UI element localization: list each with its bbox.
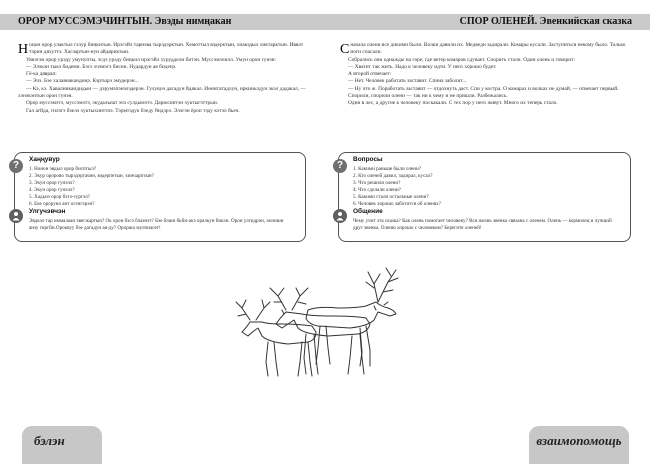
question-mark-icon: ? <box>333 159 347 173</box>
right-task-title: Общение <box>353 208 383 215</box>
right-questions-box <box>338 152 631 242</box>
right-paragraph: Одни в лес, а другие к человеку поскакали. С тех пор у него живут. Много их теперь стало. <box>348 100 558 107</box>
list-item: 6. Человек хорошо заботится об оленях? <box>353 200 441 207</box>
left-paragraph: оңон орор улактыл гэлур биңкитын. Ирэгэйл тарнэва тырэдэрктын. Хемоттыл вэдерктын, хиакэдыл хиктарктын. Иввэт тэрин дяхуттэ. Хаглартын-нун айдяриктын. <box>29 42 304 56</box>
right-paragraph: А второй отвечает: <box>348 71 392 78</box>
person-icon <box>333 209 347 223</box>
right-paragraph: — Нет. Человек работать заставит. Спина заболит... <box>348 78 467 85</box>
list-item: 5. Какими стали остальные олени? <box>353 193 429 200</box>
left-paragraph: — Элэкэн тыкэ бидеми. Бэсэ эчэмэгэ бисни. Нудардун ая бидеңэ. <box>26 63 177 70</box>
left-paragraph: Гё-ка дяврап: <box>26 71 57 78</box>
reindeer-illustration <box>228 262 428 382</box>
right-questions-list <box>353 166 441 207</box>
list-item: 1. Нонон эвдыл орор бисптыл? <box>29 166 97 172</box>
left-paragraph: — Кэ, кэ. Хавалникандидын — дэрумэпэнэлэдерэн. Гулувун дагадун йдякал. Иөнитатадлун, нркиньлдун экэл дадакал, — хэнэкэнтын орон гунэн. <box>18 85 306 100</box>
left-dropcap: Н <box>18 42 29 57</box>
list-item: 3. Что решили олени? <box>353 179 401 186</box>
right-paragraph: — Ну что ж. Поработать заставит — отдохнуть даст. Спи у костра. О комарах и волках не думай, — отвечает первый. <box>348 85 619 92</box>
list-item: 2. Экур оророво тырэдэргачин, вэдерпетын, хинчарптын? <box>29 172 154 179</box>
left-questions-title: Хаңңувур <box>29 156 60 163</box>
list-item: 3. Экун орор гунэлл? <box>29 179 75 186</box>
right-paragraph: начала олени все дикими были. Волки давили их. Медведи задирали. Комары кусали. Заступиться некому было. Только ноги спасали. <box>350 42 626 56</box>
left-paragraph: Уянэгэн орор урэду умунупты, эгдэ урэду биңкил ирэгэйл хуруддели битэн. Муссэмэчилл. Умун орон гунэн: <box>26 56 277 63</box>
right-page-title: СПОР ОЛЕНЕЙ. Эвенкийская сказка <box>325 14 650 30</box>
left-paragraph: — Эчэ. Бэе халавнакандиңэ. Кэртырэ эмудерэн... <box>26 78 139 85</box>
left-page-title: ОРОР МУССЭМЭЧИНТЫН. Эвэды нимңакан <box>0 14 325 30</box>
list-item: 6. Еке ороруно ант огэнгэрэн? <box>29 200 95 207</box>
person-icon <box>9 209 23 223</box>
left-questions-box <box>14 152 306 242</box>
question-mark-icon: ? <box>9 159 23 173</box>
right-paragraph: Спорили, спорили олени — так ни к чему и не пришли. Разбежались. <box>348 93 508 100</box>
list-item: 1. Какими раньше были олени? <box>353 166 421 172</box>
left-footer-label: бэлэн <box>22 426 102 464</box>
list-item: 5. Хадьнэ орор бэтэ-сургэл? <box>29 193 90 200</box>
right-questions-title: Вопросы <box>353 156 383 163</box>
right-page <box>325 0 650 464</box>
right-footer-label: взаимопомощь <box>529 426 629 464</box>
left-story-text <box>18 42 308 115</box>
right-paragraph: Собрались они однажды на горе, где ветер комаров сдувает. Спорить стали. Один олень и говорит: <box>348 56 575 63</box>
left-task-title: Улгучэвчэн <box>29 208 66 215</box>
left-paragraph: Гал агйда, гилэгэ бэелэ хуктыхинтэчэ. Тэрмтэдук бэеду йндэрэ. Элэгэн ёроп тэду кэтэл бъеч. <box>26 107 240 114</box>
left-questions-list <box>29 166 154 207</box>
left-task-text: Эвдкэл тар иммалаан эвегжартын? Ок орон бэсэ блазнэт? Бэе йэшн бкйн-акэ оралкун бикэн. Орон улгидрон, эмэншн анзу гиргйн.Ороквуу бэе дагадун ая-ду? Ороршо мулпнасет! <box>29 218 284 231</box>
list-item: 2. Кто оленей давил, задирал, кусал? <box>353 172 433 179</box>
right-paragraph: — Хватит так жить. Надо к человеку идти. У него хорошо будет. <box>348 63 497 70</box>
list-item: 4. Что сделали олени? <box>353 186 401 193</box>
right-story-text <box>340 42 630 108</box>
right-task-text: Чему учит эта сказка? Как олень помогает человеку? Вся жизнь эвенка связана с оленем. Олень — кормилец и лучший друг эвенка. Оленю хорошо с человеком? Берегите оленей! <box>353 218 612 231</box>
list-item: 4. Экун орор гунэлл? <box>29 186 75 193</box>
left-paragraph: Орор муссэмэтэ, муссэмэтэ, экудальнат эчэ сулдымэтэ. Дарюсинтэн хуктыгэттрын. <box>26 100 219 107</box>
right-dropcap: С <box>340 42 350 57</box>
